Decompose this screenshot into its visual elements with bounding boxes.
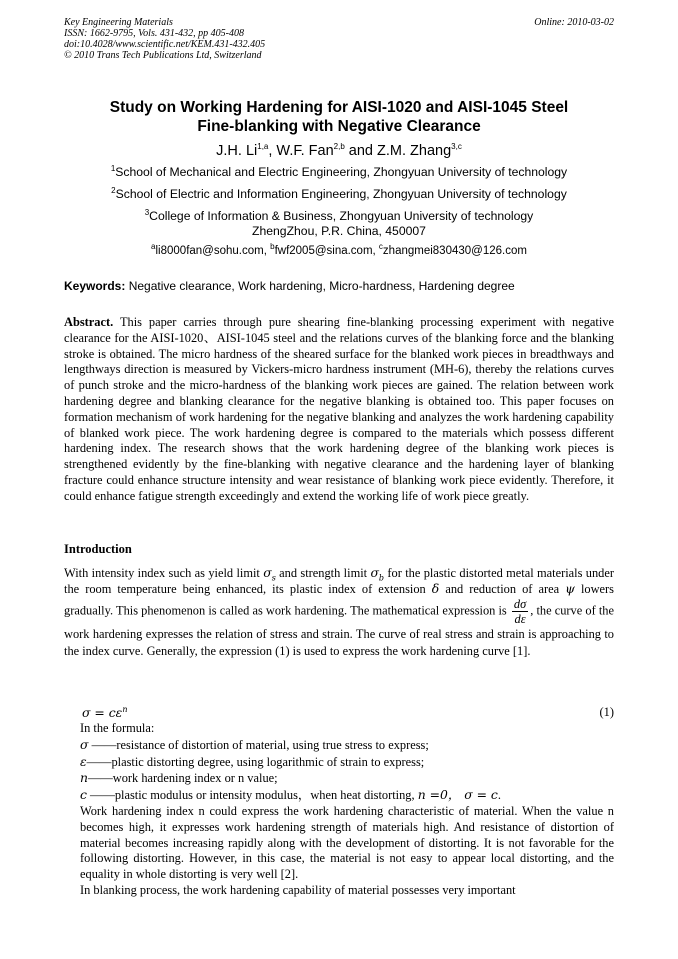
sub-s: s (271, 573, 276, 583)
def-sigma-text: ——resistance of distortion of material, using true stress to express; (88, 737, 429, 752)
author-1-sup: 1,a (257, 142, 269, 152)
author-2-sup: 2,b (333, 142, 345, 152)
keywords-text: Negative clearance, Work hardening, Micro-hardness, Hardening degree (125, 279, 515, 293)
def-c-end: . (497, 788, 501, 803)
def-n-symbol: n (80, 770, 88, 786)
author-3: and Z.M. Zhang (344, 143, 452, 159)
derivative-fraction (512, 597, 528, 626)
def-c-symbol: c (80, 787, 87, 803)
psi-symbol: ψ (565, 581, 575, 597)
paper-title (64, 98, 614, 136)
def-n-text: ——work hardening index or n value; (87, 771, 278, 786)
fraction-numerator: dσ (513, 597, 527, 612)
affiliation-1-sup: 1 (110, 163, 116, 173)
equation-number: (1) (599, 705, 614, 719)
def-epsilon-symbol: ε (80, 753, 87, 769)
def-c-math: n =0， σ = c (417, 787, 498, 803)
definition-c (64, 787, 614, 804)
affiliation-3-sup: 3 (144, 207, 150, 217)
intro-text-4: and reduction of area (439, 582, 566, 597)
def-sigma-symbol: σ (80, 736, 89, 752)
affiliation-2-sup: 2 (111, 185, 116, 195)
email-c[interactable]: zhangmei830430@126.com (382, 245, 527, 257)
keywords (64, 279, 614, 294)
delta-symbol: δ (431, 581, 440, 597)
formula-intro: In the formula: (80, 721, 155, 735)
sub-b: b (378, 573, 385, 583)
affiliation-1-text: School of Mechanical and Electric Engineering, Zhongyuan University of technology (115, 165, 568, 179)
affiliation-2-text: School of Electric and Information Engineering, Zhongyuan University of technology (115, 187, 567, 201)
sigma-glyph: σ (263, 565, 272, 580)
sigma-glyph: σ (370, 565, 379, 580)
author-emails (64, 244, 614, 259)
author-list (64, 142, 614, 160)
intro-text-1: With intensity index such as yield limit (64, 566, 264, 580)
abstract-text: This paper carries through pure shearing fine-blanking processing experiment with negative clearance for the AISI-1020、AISI-1045 steel and the relations curves of the blanking force and the blanking stroke is obtained. The micro hardness of the sheared surface for the blanked work pieces in breadthways and lengthways direction is measured by Vickers-micro hardness instrument (MH-6), thereby the relations curves of punch stroke and the micro-hardness of the blanking work pieces are gained. The relation between work hardening degree and blanking clearance for the negative blanking is obtained too. This paper focuses on formation mechanism of work hardening for the negative blanking and analyzes the work hardening capability of blanked work piece. The work hardening degree is compared to the materials which possess different hardening index. The research shows that the work hardening degree of the blanking work pieces is strengthened evidently by the fine-blanking with negative clearance and the hardening layer of blanking fracture could enhance structure intensity and wear resistance of blanking work piece evidently. Therefore, it could enhance fatigue strength exceedingly and extend the working life of work piece greatly. (64, 315, 614, 503)
definition-sigma (64, 737, 614, 754)
keywords-label: Keywords: (64, 279, 126, 293)
def-epsilon-text: ——plastic distorting degree, using logarithmic of strain to express; (86, 754, 425, 769)
title-line-1: Study on Working Hardening for AISI-1020 and AISI-1045 Steel (109, 99, 569, 116)
online-date: Online: 2010-03-02 (534, 17, 614, 28)
author-1: J.H. Li (216, 143, 258, 159)
journal-header (64, 17, 614, 61)
paragraph-blanking: In blanking process, the work hardening capability of material possesses very important (80, 882, 516, 897)
intro-text-6: , the curve of the work hardening expresses the relation of stress and strain. The curve of real stress and strain is approaching to the index curve. Generally, the expression (1) is used to express the work hardening curve [1]. (64, 603, 614, 658)
issn-line: ISSN: 1662-9795, Vols. 431-432, pp 405-408 (64, 28, 244, 39)
affiliation-3-text: College of Information & Business, Zhongyuan University of technology (149, 209, 534, 223)
author-3-sup: 3,c (451, 142, 462, 152)
email-a-sup: a (151, 242, 156, 252)
introduction-paragraph (64, 565, 614, 659)
journal-name: Key Engineering Materials (64, 17, 173, 28)
sigma-b-symbol (370, 565, 385, 583)
doi-line: doi:10.4028/www.scientific.net/KEM.431-432.405 (64, 39, 266, 50)
def-c-text: ——plastic modulus or intensity modulus，when heat distorting, (86, 788, 418, 803)
introduction-heading: Introduction (64, 542, 132, 556)
equation-exponent: n (122, 704, 128, 714)
copyright-line: © 2010 Trans Tech Publications Ltd, Switzerland (64, 50, 262, 61)
intro-text-3: for the plastic distorted metal materials under the room temperature being enhanced, its plastic index of extension (64, 566, 614, 597)
definition-n (64, 770, 614, 787)
title-line-2: Fine-blanking with Negative Clearance (197, 118, 481, 135)
author-2: , W.F. Fan (268, 143, 334, 159)
abstract-label: Abstract. (64, 315, 114, 329)
equation-body: σ = cε (82, 705, 123, 720)
email-b[interactable]: fwf2005@sina.com, (274, 245, 379, 257)
affiliation-3-city: ZhengZhou, P.R. China, 450007 (252, 224, 426, 238)
formula-definitions (64, 721, 614, 899)
intro-text-5: lowers gradually. This phenomenon is called as work hardening. The mathematical expression is (64, 582, 614, 618)
affiliation-1 (64, 165, 614, 180)
affiliation-2 (64, 187, 614, 202)
email-a[interactable]: li8000fan@sohu.com, (155, 245, 271, 257)
email-c-sup: c (378, 242, 383, 252)
abstract (64, 315, 614, 505)
paragraph-hardening-index: Work hardening index n could express the work hardening characteristic of material. When the value n becomes high, it expresses work hardening strength of materials high. And resistance of distortion of material becomes increasing rapidly along with the development of distorting. It is not favorable for the following distorting. However, in this case, the material is not easy to appear local distorting, and the equality in whole distorting is very well [2]. (80, 803, 614, 882)
sigma-s-symbol (263, 565, 276, 583)
equation-1 (82, 705, 614, 721)
affiliation-3 (64, 209, 614, 239)
email-b-sup: b (270, 242, 275, 252)
fraction-denominator: dε (514, 612, 526, 627)
intro-text-2: and strength limit (275, 566, 371, 580)
definition-epsilon (64, 754, 614, 771)
